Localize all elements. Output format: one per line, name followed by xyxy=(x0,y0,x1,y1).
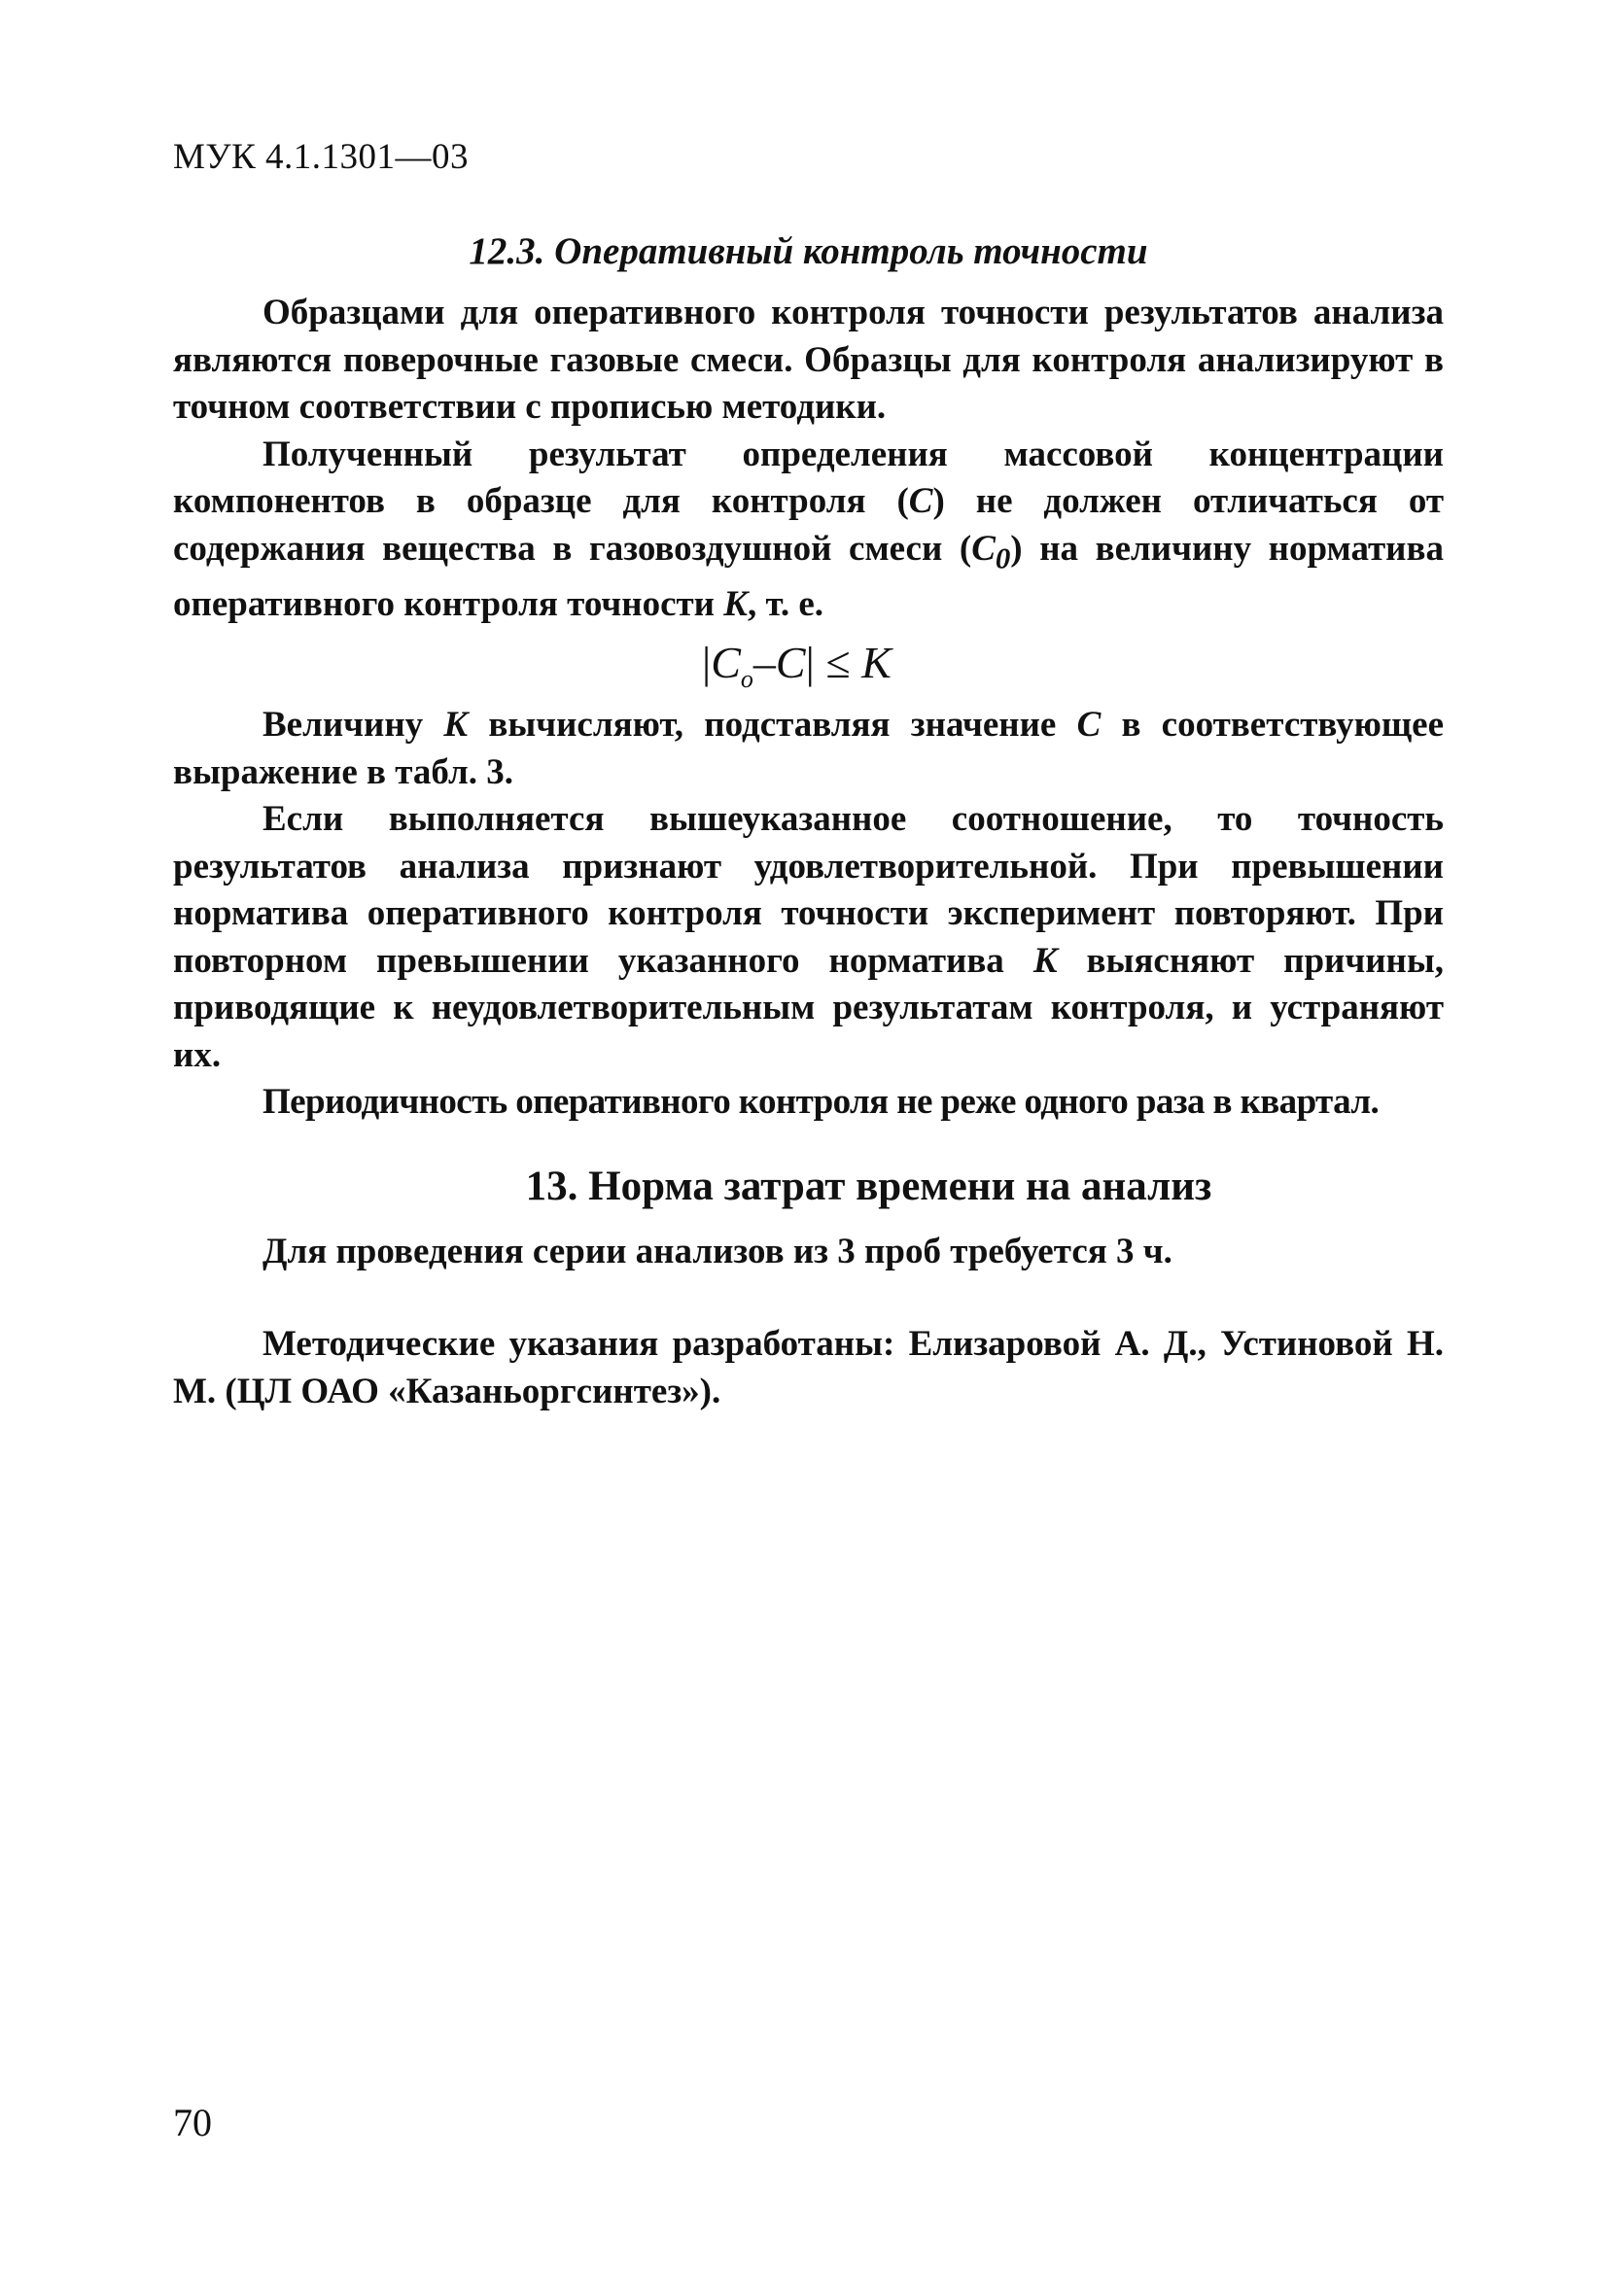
authors-block xyxy=(173,1321,1444,1415)
symbol-c0 xyxy=(971,528,1011,574)
formula-abs-right: | xyxy=(805,638,815,687)
subsection-title-12-3: 12.3. Оперативный контроль точности xyxy=(469,230,1148,272)
paragraph-k-calculation xyxy=(173,702,1444,796)
formula-leq: ≤ xyxy=(825,638,851,687)
paragraph-time-norm: Для проведения серии анализов из 3 проб требуется 3 ч. xyxy=(262,1232,1172,1271)
section-13-body xyxy=(173,1229,1444,1276)
text-fragment: вычисляют, подставляя значение xyxy=(468,705,1077,745)
text-fragment: выясняют причины, приводящие к неудовлетворительным результатам контроля, и устраняют их. xyxy=(173,940,1444,1075)
symbol-k: K xyxy=(723,584,748,625)
text-fragment: , т. е. xyxy=(747,584,824,625)
formula-c0-subscript: o xyxy=(740,665,753,694)
text-fragment: Если выполняется вышеуказанное соотношение, то точность результатов анализа признают удовлетворительной. При превышении норматива оперативного контроля точности эксперимент повторяют. При повторном превышении указанного норматива xyxy=(173,799,1444,981)
paragraph-authors: Методические указания разработаны: Елизаровой А. Д., Устиновой Н. М. (ЦЛ ОАО «Казаньоргсинтез»). xyxy=(173,1324,1444,1411)
symbol-k: K xyxy=(1032,940,1058,981)
symbol-c0-subscript: 0 xyxy=(995,540,1011,574)
paragraph-evaluation xyxy=(173,796,1444,1079)
formula-c0-base: C xyxy=(711,638,741,687)
page-number: 70 xyxy=(173,2101,212,2144)
text-fragment: ) не должен отличаться от содержания вещества в газовоздушной смеси ( xyxy=(173,481,1445,569)
symbol-c0-base: C xyxy=(971,528,996,569)
text-fragment: Полученный результат определения массовой концентрации компонентов в образце для контроля ( xyxy=(173,434,1444,521)
section-12-3-body-top xyxy=(173,290,1444,629)
document-code: МУК 4.1.1301—03 xyxy=(173,137,470,177)
text-fragment: в соответствующее выражение в табл. 3. xyxy=(173,705,1444,792)
accuracy-formula xyxy=(702,637,892,694)
formula-abs-left: | xyxy=(702,638,712,687)
paragraph-result-requirement xyxy=(173,432,1444,629)
formula-k: K xyxy=(861,638,892,687)
symbol-k: K xyxy=(443,705,469,745)
section-title-13: 13. Норма затрат времени на анализ xyxy=(525,1164,1212,1209)
paragraph-periodicity: Периодичность оперативного контроля не реже одного раза в квартал. xyxy=(262,1082,1380,1122)
text-fragment: Величину xyxy=(262,705,444,745)
formula-c0 xyxy=(711,638,753,694)
symbol-c: C xyxy=(908,481,933,521)
section-12-3-body-bottom xyxy=(173,702,1444,1127)
formula-minus: – xyxy=(752,638,776,687)
text-fragment: ) на величину норматива оперативного контроля точности xyxy=(173,528,1444,625)
formula-c: C xyxy=(775,638,806,687)
paragraph-samples: Образцами для оперативного контроля точности результатов анализа являются поверочные газовые смеси. Образцы для контроля анализируют в точном соответствии с прописью методики. xyxy=(173,293,1444,427)
symbol-c: C xyxy=(1076,705,1102,745)
